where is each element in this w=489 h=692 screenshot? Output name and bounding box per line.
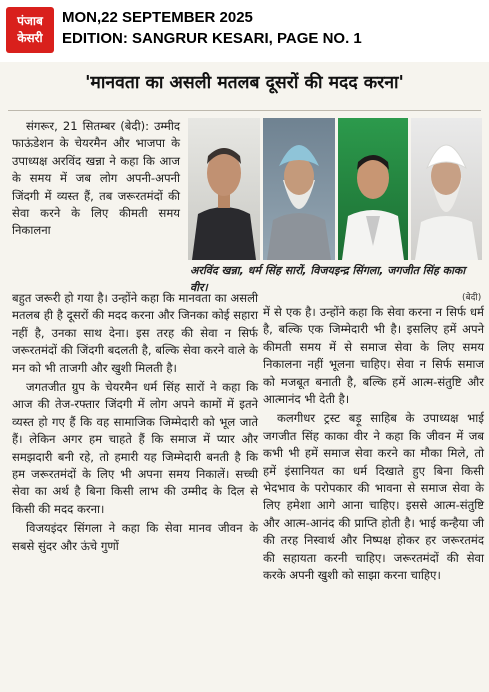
article-headline: 'मानवता का असली मतलब दूसरों की मदद करना' [85,73,404,93]
article-column-intro [12,118,180,242]
photo-caption: अरविंद खन्ना, धर्म सिंह सारों, विजयइन्द्र सिंगला, जगजीत सिंह काका वीर। [190,264,466,294]
article-paragraph: कलगीधर ट्रस्ट बड़ू साहिब के उपाध्यक्ष भाई जगजीत सिंह काका वीर ने कहा कि जीवन में जब कभी भी हमें समाज सेवा करने का मौका मिले, तो हमें इंसानियत का धर्म दिखाते हुए बिना किसी भेदभाव के परोपकार की भावना से समाज सेवा के लिए हमेशा आगे आना चाहिए। इससे आत्म-संतुष्टि और आत्म-आनंद की प्राप्ति होती है। भाई कन्हैया जी की तरह निस्वार्थ और निष्पक्ष होकर हर जरूरतमंद की सहायता करनी चाहिए। जरूरतमंदों की सेवा करके अपनी खुशी को साझा करना चाहिए। [263,411,484,583]
article-paragraph: विजयइंदर सिंगला ने कहा कि सेवा मानव जीवन के सबसे सुंदर और ऊंचे गुणों [12,521,258,553]
publication-date: MON,22 SEPTEMBER 2025 [62,9,253,26]
article-paragraph: संगरूर, 21 सितम्बर (बेदी): उम्मीद फाऊंडेशन के चेयरमैन और भाजपा के उपाध्यक्ष अरविंद खन्ना ने कहा कि आज के समय में जब लोग अपनी-अपनी जिंदगी में व्यस्त हैं, तब जरूरतमंदों की सेवा करने के लिए कीमती समय निकालना [12,119,180,238]
article-paragraph: बहुत जरूरी हो गया है। उन्होंने कहा कि मानवता का असली मतलब ही है दूसरों की मदद करना और जिनका कोई सहारा नहीं है, उनका साथ देना। इस तरह की सेवा न सिर्फ जरूरतमंदों की जिंदगी बदलती है, बल्कि सेवा करने वाले के मन को भी ताजगी और खुशी मिलती है। [12,291,258,375]
article-paragraph: में से एक है। उन्होंने कहा कि सेवा करना न सिर्फ धर्म है, बल्कि एक जिम्मेदारी भी है। इसलिए हमें अपने कीमती समय में से समाज सेवा के लिए समय निकालना नहीं भूलना चाहिए। सेवा न सिर्फ समाज को मजबूत बनाती है, बल्कि हमें आत्म-संतुष्टि और आत्मानंद भी देती है। [263,305,484,407]
newspaper-logo [6,7,54,53]
portrait-photo-1 [188,118,260,260]
logo-line-1: पंजाब [17,14,43,28]
logo-line-2: केसरी [17,31,43,45]
article-column-right [263,304,484,587]
portrait-photo-2 [263,118,335,260]
portrait-photo-4 [411,118,482,260]
edition-info: EDITION: SANGRUR KESARI, PAGE NO. 1 [62,30,362,47]
article-column-left [12,290,258,557]
portrait-photo-3 [338,118,408,260]
masthead [0,0,489,62]
article-paragraph: जगतजीत ग्रुप के चेयरमैन धर्म सिंह सारों ने कहा कि आज की तेज-रफ्तार जिंदगी में लोग अपने कामों में इतने व्यस्त हो गए हैं कि वह सामाजिक जिम्मेदारी को भूल जाते हैं। लेकिन अगर हम चाहते हैं कि समाज में प्यार और समझदारी बनी रहे, तो हमारी यह जिम्मेदारी बनती है कि हम जरूरतमंदों के लिए भी अपना समय निकालें। सच्ची सेवा का अर्थ है बिना किसी लाभ की उम्मीद के दिल से किसी की मदद करना। [12,380,258,516]
headline-divider [8,110,481,111]
photo-strip [188,118,482,260]
photo-credit: (बेदी) [462,293,482,303]
